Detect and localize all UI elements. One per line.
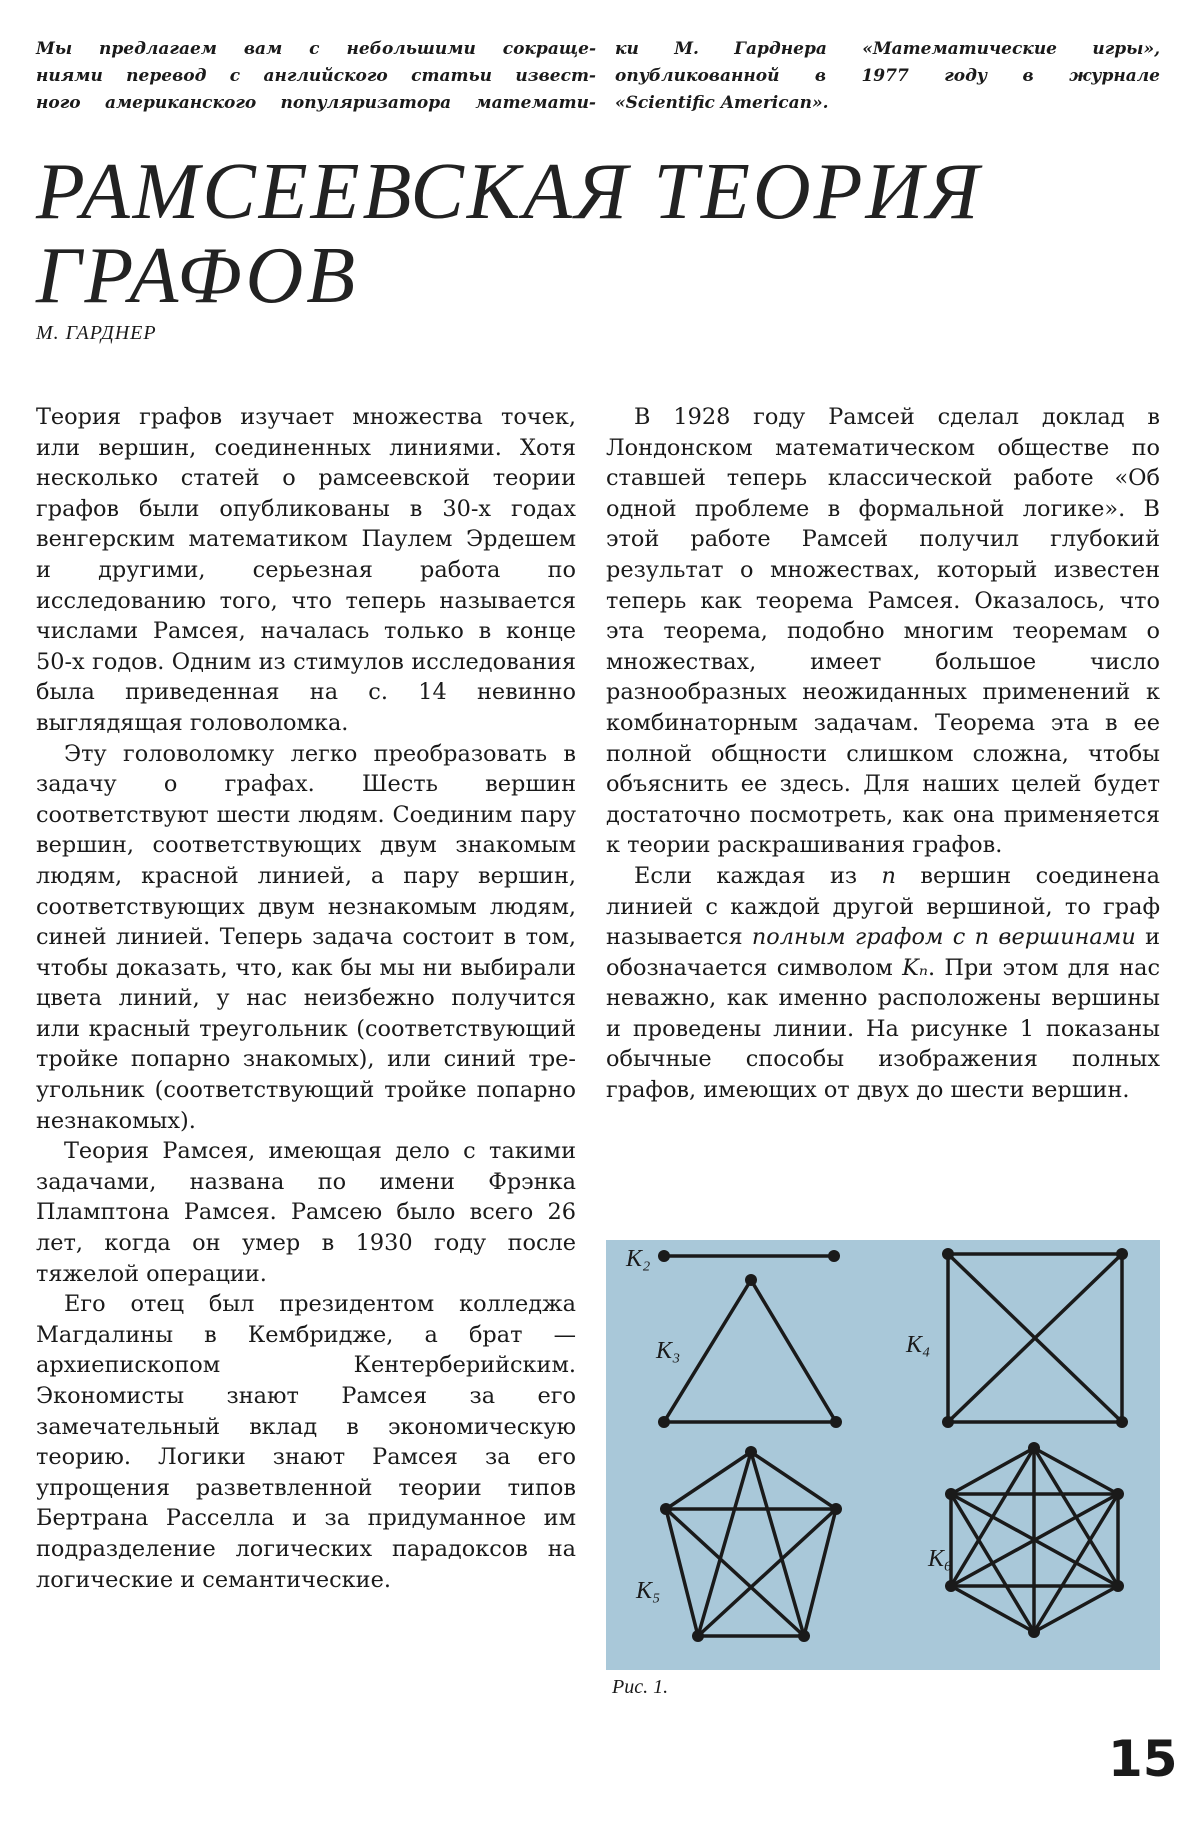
title-line-2: ГРАФОВ [36, 232, 359, 320]
left-paragraph-1: Теория графов изучает множества точек, или вершин, соединенных линиями. Хотя несколько статей о рамсеевской теории графов были опубликованы в 30-х годах венгерским математиком Паулем Эрдешем и другими, серьезная работа по исследованию того, что теперь называется числами Рамсея, началась только в конце 50-х годов. Одним из стимулов исследования была приведенная на с. 14 невинно выглядящая головоломка. [36, 404, 576, 736]
right-paragraph-2 [606, 861, 1160, 1106]
article-title [36, 150, 982, 318]
p2-text-c: и обозначается символом [606, 924, 1160, 981]
label-k4: K₄ [906, 1332, 931, 1358]
k3-triangle [664, 1280, 836, 1422]
k5-pentagon [666, 1452, 836, 1636]
figure-caption: Рис. 1. [612, 1676, 669, 1698]
author-byline: М. ГАРДНЕР [36, 322, 157, 344]
left-paragraph-2: Эту головоломку легко преобразовать в задачу о графах. Шесть вершин соответствуют шести людям. Соединим пару вершин, соответствующих двум знакомым людям, красной линией, а пару вершин, соответствующих двум незнакомым людям, синей линией. Теперь задача состоит в том, чтобы доказать, что, как бы мы ни выбирали цвета линий, у нас неизбежно получится или красный треугольник (соответствующий тройке попарно знакомых), или синий треугольник (соответствующий тройке попарно незнакомых). [36, 740, 576, 1134]
label-k3: K₃ [656, 1338, 681, 1364]
intro-right-line-1: ки М. Гарднера «Математические игры», [615, 39, 1160, 59]
intro-right [615, 36, 1160, 117]
graphs-illustration [606, 1240, 1160, 1670]
intro-left-line-3: ного американского популяризатора математи- [36, 93, 596, 113]
intro-right-line-2: опубликованной в 1977 году в журнале [615, 66, 1160, 86]
p2-text-b: вершин соединена линией с каждой другой вершиной, то граф называется [606, 862, 1160, 951]
vertices [658, 1248, 1128, 1642]
right-column [606, 402, 1160, 1106]
p2-variable-n: n [881, 862, 896, 889]
p2-term: полным графом с n вершинами [751, 924, 1136, 951]
label-k2: K₂ [626, 1246, 651, 1272]
left-paragraph-3: Теория Рамсея, имеющая дело с такими задачами, названа по имени Фрэнка Пламптона Рамсея. Рамсею было всего 26 лет, когда он умер в 1930 году после тяжелой операции. [36, 1138, 576, 1287]
left-paragraph-4: Его отец был президентом колледжа Магдалины в Кембридже, а брат — архиепископом Кентерберийским. Экономисты знают Рамсея за его замечательный вклад в экономическую теорию. Логики знают Рамсея за его упрощения разветвленной теории типов Бертрана Расселла и за придуманное им подразделение логических парадоксов на логические и семантические. [36, 1291, 576, 1593]
right-paragraph-1: В 1928 году Рамсей сделал доклад в Лондонском математическом обществе по ставшей теперь классической работе «Об одной проблеме в формальной логике». В этой работе Рамсей получил глубокий результат о множествах, который известен теперь как теорема Рамсея. Оказалось, что эта теорема, подобно многим теоремам о множествах, имеет большое число разнообразных неожиданных применений к комбинаторным задачам. Теорема эта в ее полной общности слишком сложна, чтобы объяснить ее здесь. Для наших целей будет достаточно посмотреть, как она применяется к теории раскрашивания графов. [606, 404, 1160, 859]
label-k5: K₅ [636, 1578, 661, 1604]
intro-left-line-1: Мы предлагаем вам с небольшими сокраще- [36, 39, 596, 59]
p2-symbol: Kₙ [902, 954, 928, 981]
intro-left-line-2: ниями перевод с английского статьи извест- [36, 66, 596, 86]
k6-diagonals [951, 1448, 1118, 1632]
intro-left [36, 36, 596, 117]
figure-complete-graphs [606, 1240, 1160, 1670]
page-number: 15 [1108, 1730, 1178, 1788]
p2-text-d: . При этом для нас неважно, как именно расположены вершины и проведены линии. На рисунке 1 показаны обычные способы изображения полных графов, имеющих от двух до шести вершин. [606, 954, 1160, 1104]
intro-right-line-3: «Scientific American». [615, 93, 829, 113]
left-column [36, 402, 576, 1595]
label-k6: K₆ [928, 1546, 953, 1572]
title-line-1: РАМСЕЕВСКАЯ ТЕОРИЯ [36, 148, 982, 236]
p2-text-a: Если каждая из [634, 862, 882, 889]
